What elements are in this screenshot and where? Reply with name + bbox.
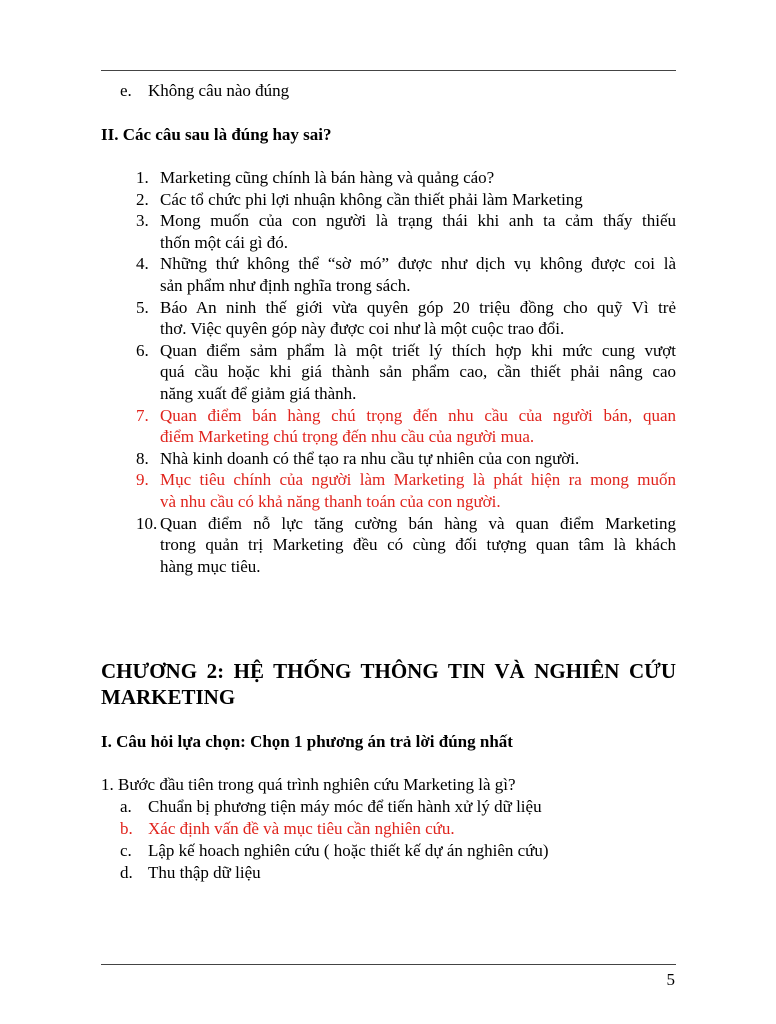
option-letter: a.: [120, 797, 132, 816]
item-number: 10.: [136, 513, 158, 533]
section-title: I. Câu hỏi lựa chọn: Chọn 1 phương án trả lời đúng nhất: [101, 732, 513, 751]
item-number: 8.: [136, 448, 149, 468]
option-letter: b.: [120, 819, 133, 838]
option-text: Thu thập dữ liệu: [148, 863, 261, 882]
answer-option: [120, 818, 455, 840]
option-e: [120, 80, 290, 102]
item-text-line: điểm Marketing chú trọng đến nhu cầu của người mua.: [160, 427, 535, 447]
item-text-line: Mong muốn của con người là trạng thái khi anh ta cảm thấy thiếu: [160, 211, 676, 231]
item-text-line: Các tổ chức phi lợi nhuận không cần thiết phải làm Marketing: [160, 189, 583, 209]
item-text-line: Marketing cũng chính là bán hàng và quảng cáo?: [160, 168, 495, 187]
item-number: 6.: [136, 340, 149, 360]
item-text-line: sản phẩm như định nghĩa trong sách.: [160, 276, 411, 295]
option-letter: e.: [120, 81, 132, 100]
chapter-title-line1: CHƯƠNG 2: HỆ THỐNG THÔNG TIN VÀ NGHIÊN CỨU: [101, 659, 676, 683]
item-text-line: Mục tiêu chính của người làm Marketing là phát hiện ra mong muốn: [160, 470, 676, 490]
item-text-line: Quan điểm nỗ lực tăng cường bán hàng và quan điểm Marketing: [160, 513, 676, 533]
option-letter: c.: [120, 841, 132, 860]
footer-rule: [101, 964, 676, 965]
answer-option: [120, 862, 261, 884]
chapter-title-line2: MARKETING: [101, 685, 236, 709]
item-text-line: Báo An ninh thế giới vừa quyên góp 20 triệu đồng cho quỹ Vì trẻ: [160, 297, 676, 317]
option-text: Lập kế hoach nghiên cứu ( hoặc thiết kế dự án nghiên cứu): [148, 841, 549, 860]
header-rule: [101, 70, 676, 71]
answer-option: [120, 840, 549, 862]
item-text-line: Quan điểm sảm phẩm là một triết lý thích hợp khi mức cung vượt: [160, 340, 676, 360]
item-text-line: trong quản trị Marketing đều có cùng đối tượng quan tâm là khách: [160, 535, 676, 555]
item-number: 4.: [136, 254, 149, 274]
item-text-line: Quan điểm bán hàng chú trọng đến nhu cầu của người bán, quan: [160, 405, 676, 425]
item-number: 2.: [136, 189, 149, 209]
section-title: II. Các câu sau là đúng hay sai?: [101, 125, 332, 144]
option-text: Xác định vấn đề và mục tiêu cần nghiên cứu.: [148, 819, 455, 838]
item-text-line: Những thứ không thể “sờ mó” được như dịch vụ không được coi là: [160, 254, 676, 274]
item-text-line: thơ. Việc quyên góp này được coi như là một cuộc trao đổi.: [160, 319, 565, 339]
item-number: 9.: [136, 470, 149, 490]
question-text: 1. Bước đầu tiên trong quá trình nghiên cứu Marketing là gì?: [101, 775, 516, 794]
answer-option: [120, 796, 542, 818]
item-text-line: và nhu cầu có khả năng thanh toán của con người.: [160, 492, 501, 511]
item-text-line: thốn một cái gì đó.: [160, 232, 288, 252]
item-number: 7.: [136, 405, 149, 425]
item-text-line: Nhà kinh doanh có thể tạo ra nhu cầu tự nhiên của con người.: [160, 448, 580, 468]
item-text-line: năng xuất để giảm giá thành.: [160, 384, 357, 403]
item-text-line: quá cầu hoặc khi giá thành sản phẩm cao, cần thiết phải nâng cao: [160, 362, 676, 382]
page-number: 5: [666, 970, 675, 989]
item-number: 1.: [136, 168, 149, 187]
option-text: Chuẩn bị phương tiện máy móc để tiến hành xử lý dữ liệu: [148, 797, 542, 816]
option-text: Không câu nào đúng: [148, 81, 290, 100]
item-text-line: hàng mục tiêu.: [160, 556, 261, 576]
item-number: 3.: [136, 211, 149, 231]
option-letter: d.: [120, 863, 133, 882]
item-number: 5.: [136, 297, 149, 317]
